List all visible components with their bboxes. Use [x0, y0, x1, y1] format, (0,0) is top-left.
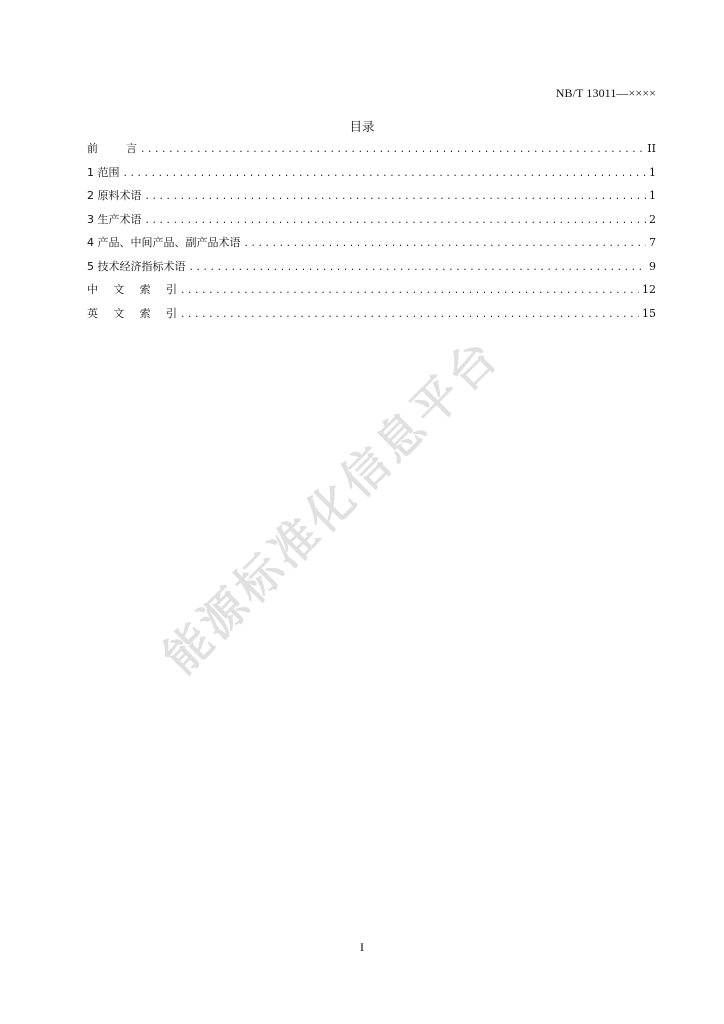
- toc-entry-label: 3 生产术语: [87, 212, 142, 226]
- toc-leader-dots: [244, 239, 647, 249]
- toc-entry-english-index[interactable]: [87, 305, 656, 329]
- toc-page-number: 7: [649, 236, 656, 249]
- toc-page-number: II: [647, 142, 656, 155]
- toc-page-number: 9: [649, 259, 656, 273]
- page-number: I: [360, 940, 364, 954]
- toc-entry-foreword[interactable]: [87, 140, 656, 164]
- toc-page-number: 2: [649, 212, 656, 226]
- toc-leader-dots: [123, 169, 647, 179]
- toc-page-number: 15: [642, 306, 656, 320]
- toc-entry-label: 前 言: [87, 142, 137, 155]
- table-of-contents: [87, 140, 656, 328]
- toc-entry-label: 4 产品、中间产品、副产品术语: [87, 236, 241, 249]
- toc-entry-production[interactable]: [87, 211, 656, 235]
- toc-leader-dots: [180, 286, 639, 296]
- toc-entry-label: 英 文 索 引: [87, 306, 177, 320]
- toc-leader-dots: [180, 310, 639, 320]
- toc-leader-dots: [189, 263, 647, 273]
- toc-entry-label: 5 技术经济指标术语: [87, 259, 186, 273]
- toc-page-number: 1: [649, 165, 656, 179]
- toc-entry-label: 中 文 索 引: [87, 283, 177, 296]
- toc-page-number: 1: [649, 189, 656, 202]
- toc-leader-dots: [140, 145, 644, 155]
- toc-entry-label: 1 范围: [87, 165, 120, 179]
- toc-page-number: 12: [642, 283, 656, 296]
- standard-code: NB/T 13011—××××: [555, 86, 656, 100]
- toc-entry-scope[interactable]: [87, 164, 656, 188]
- toc-entry-label: 2 原料术语: [87, 189, 142, 202]
- toc-entry-products[interactable]: [87, 234, 656, 258]
- toc-leader-dots: [145, 216, 647, 226]
- toc-leader-dots: [145, 192, 647, 202]
- toc-title: 目录: [349, 119, 375, 134]
- toc-entry-technical-indicators[interactable]: [87, 258, 656, 282]
- toc-entry-chinese-index[interactable]: [87, 281, 656, 305]
- toc-entry-raw-materials[interactable]: [87, 187, 656, 211]
- watermark: 能源标准化信息平台: [153, 327, 510, 685]
